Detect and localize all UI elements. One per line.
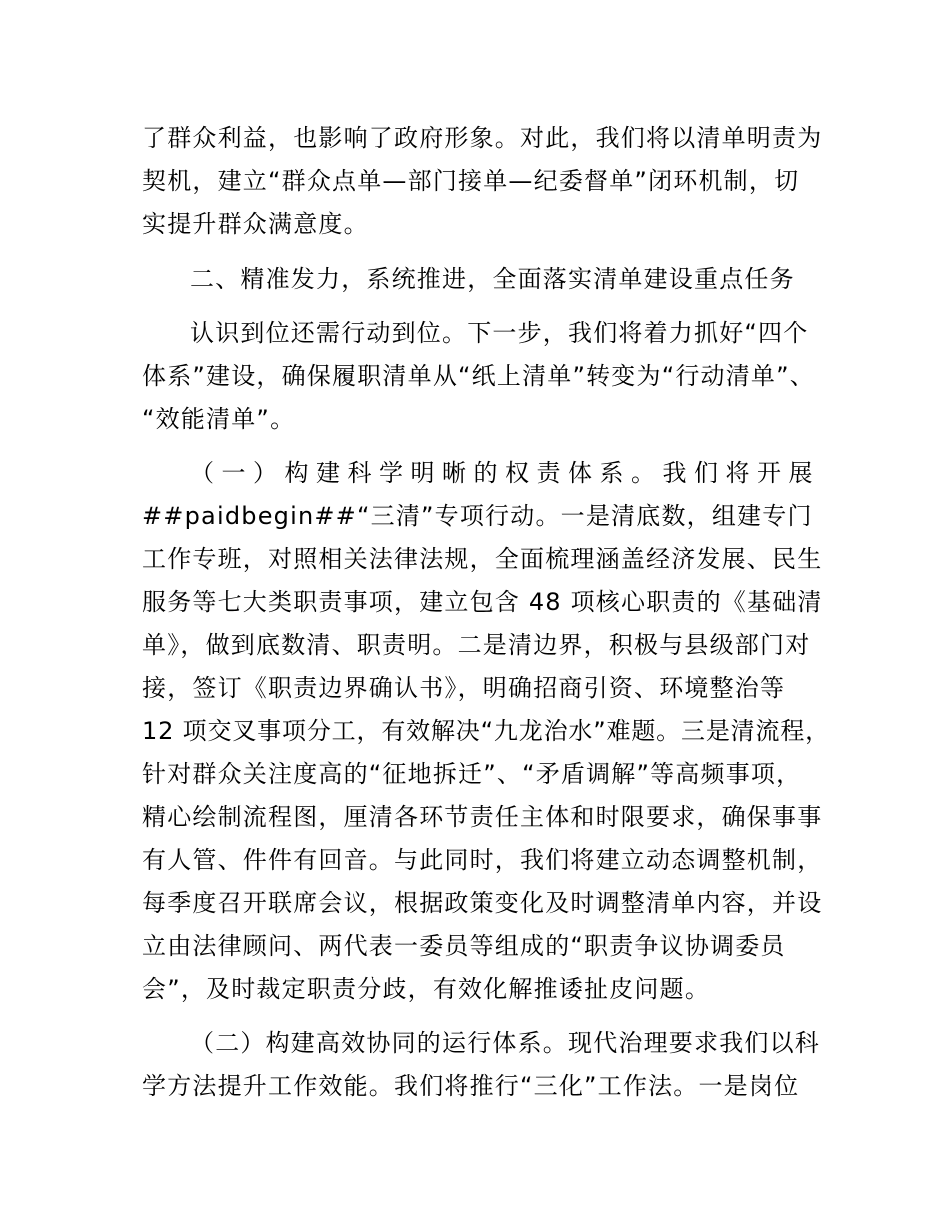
paragraph-3-line-12: 立由法律顾问、两代表一委员等组成的“职责争议协调委员 — [142, 932, 786, 960]
paragraph-1-line-3: 实提升群众满意度。 — [142, 210, 369, 238]
paragraph-3-line-5: 单》，做到底数清、职责明。二是清边界，积极与县级部门对 — [142, 631, 811, 659]
paragraph-3-line-7: 12 项交叉事项分工，有效解决“九龙治水”难题。三是清流程， — [142, 717, 830, 745]
paragraph-3-line-3: 工作专班，对照相关法律法规，全面梳理涵盖经济发展、民生 — [142, 545, 823, 573]
paragraph-1-line-2: 契机，建立“群众点单—部门接单—纪委督单”闭环机制，切 — [142, 167, 800, 195]
paragraph-2-line-2: 体系”建设，确保履职清单从“纸上清单”转变为“行动清单”、 — [142, 362, 815, 390]
paragraph-3-line-1: （一）构建科学明晰的权责体系。我们将开展 — [190, 459, 820, 487]
section-heading-2: 二、精准发力，系统推进，全面落实清单建设重点任务 — [190, 265, 795, 293]
paragraph-3-line-10: 有人管、件件有回音。与此同时，我们将建立动态调整机制， — [142, 846, 823, 874]
paragraph-2-line-1: 认识到位还需行动到位。下一步，我们将着力抓好“四个 — [190, 319, 809, 347]
paragraph-3-line-2: ##paidbegin##“三清”专项行动。一是清底数，组建专门 — [142, 502, 813, 530]
paragraph-2-line-3: “效能清单”。 — [142, 405, 296, 433]
paragraph-4-line-1: （二）构建高效协同的运行体系。现代治理要求我们以科 — [190, 1029, 820, 1057]
paragraph-1-line-1: 了群众利益，也影响了政府形象。对此，我们将以清单明责为 — [142, 124, 823, 152]
paragraph-3-line-9: 精心绘制流程图，厘清各环节责任主体和时限要求，确保事事 — [142, 803, 823, 831]
paragraph-3-line-11: 每季度召开联席会议，根据政策变化及时调整清单内容，并设 — [142, 889, 823, 917]
paragraph-3-line-13: 会”，及时裁定职责分歧，有效化解推诿扯皮问题。 — [142, 975, 711, 1003]
paragraph-4-line-2: 学方法提升工作效能。我们将推行“三化”工作法。一是岗位 — [142, 1072, 800, 1100]
paragraph-3-line-8: 针对群众关注度高的“征地拆迁”、“矛盾调解”等高频事项， — [142, 760, 802, 788]
paragraph-3-line-6: 接，签订《职责边界确认书》，明确招商引资、环境整治等 — [142, 674, 786, 702]
paragraph-3-line-4: 服务等七大类职责事项，建立包含 48 项核心职责的《基础清 — [142, 588, 823, 616]
